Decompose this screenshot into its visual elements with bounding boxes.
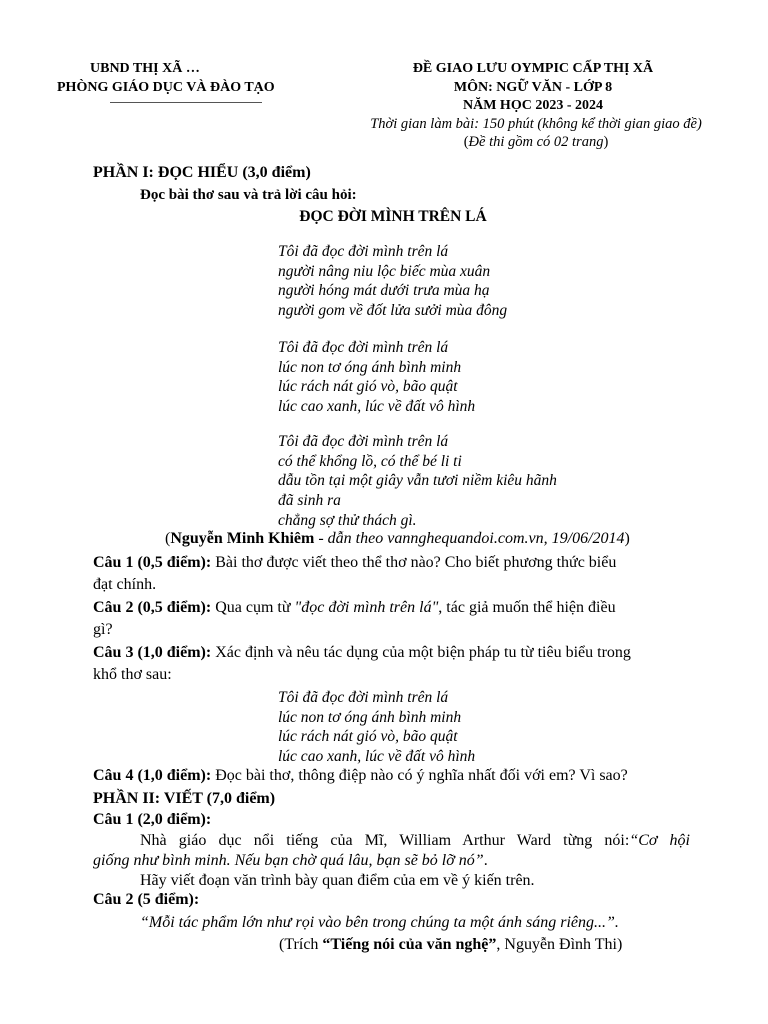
poem-line: lúc cao xanh, lúc về đất vô hình	[278, 398, 476, 416]
poem-line: lúc non tơ óng ánh bình minh	[278, 708, 462, 726]
exam-title: ĐỀ GIAO LƯU OYMPIC CẤP THỊ XÃ	[412, 61, 654, 76]
header-underline	[110, 102, 262, 103]
exam-subject: MÔN: NGỮ VĂN - LỚP 8	[453, 80, 613, 95]
poem-line: người nâng niu lộc biếc mùa xuân	[278, 262, 491, 280]
poem-line: có thể khổng lồ, có thể bé li ti	[278, 452, 462, 470]
question-4: Câu 4 (1,0 điểm): Đọc bài thơ, thông điệp nào có ý nghĩa nhất đối với em? Vì sao?	[93, 767, 628, 784]
poem-source: (Nguyễn Minh Khiêm - dẫn theo vannghequandoi.com.vn, 19/06/2014)	[165, 530, 630, 547]
part2-question-1-label: Câu 1 (2,0 điểm):	[93, 811, 212, 828]
poem-stanza-1	[278, 242, 507, 321]
part2-question-2-label: Câu 2 (5 điểm):	[93, 891, 200, 908]
poem-line: Tôi đã đọc đời mình trên lá	[278, 433, 449, 450]
question-2-cont: gì?	[93, 621, 113, 638]
poem-stanza-2	[278, 338, 475, 417]
poem-line: lúc cao xanh, lúc về đất vô hình	[278, 748, 476, 766]
question-2: Câu 2 (0,5 điểm): Qua cụm từ "đọc đời mình trên lá", tác giả muốn thể hiện điều	[93, 599, 616, 616]
question-3: Câu 3 (1,0 điểm): Xác định và nêu tác dụng của một biện pháp tu từ tiêu biểu trong	[93, 644, 631, 661]
poem-line: lúc non tơ óng ánh bình minh	[278, 358, 462, 376]
part2-question-1-quote: giống như bình minh. Nếu bạn chờ quá lâu, bạn sẽ bỏ lỡ nó”.	[93, 852, 488, 869]
question-3-cont: khổ thơ sau:	[93, 666, 172, 683]
pages-note: (Đề thi gồm có 02 trang)	[463, 134, 609, 150]
poem-title: ĐỌC ĐỜI MÌNH TRÊN LÁ	[299, 208, 487, 225]
poem-stanza-3	[278, 432, 557, 531]
part2-question-1-task: Hãy viết đoạn văn trình bày quan điểm của em về ý kiến trên.	[140, 872, 535, 889]
part2-title: PHẦN II: VIẾT (7,0 điểm)	[93, 790, 276, 807]
poem-line: Tôi đã đọc đời mình trên lá	[278, 689, 449, 706]
poem-line: đã sinh ra	[278, 492, 341, 510]
poem-line: lúc rách nát gió vò, bão quật	[278, 378, 458, 396]
part1-title: PHẦN I: ĐỌC HIỂU (3,0 điểm)	[93, 164, 311, 181]
poem-line: người hóng mát dưới trưa mùa hạ	[278, 282, 490, 300]
poem-line: dẫu tồn tại một giây vẫn tươi niềm kiêu hãnh	[278, 472, 557, 490]
part2-question-2-source: (Trích “Tiếng nói của văn nghệ”, Nguyễn Đình Thi)	[279, 936, 623, 953]
poem-line: Tôi đã đọc đời mình trên lá	[278, 243, 449, 260]
department-name: PHÒNG GIÁO DỤC VÀ ĐÀO TẠO	[57, 80, 275, 95]
exam-year: NĂM HỌC 2023 - 2024	[463, 98, 603, 113]
part2-question-2-quote: “Mỗi tác phẩm lớn như rọi vào bên trong chúng ta một ánh sáng riêng...”.	[140, 914, 619, 931]
poem-line: chẳng sợ thử thách gì.	[278, 511, 417, 529]
question-3-stanza	[278, 688, 475, 767]
poem-line: Tôi đã đọc đời mình trên lá	[278, 339, 449, 356]
part2-question-1-text: Nhà giáo dục nổi tiếng của Mĩ, William Arthur Ward từng nói:“Cơ hội	[140, 832, 690, 849]
time-note: Thời gian làm bài: 150 phút (không kể thời gian giao đề)	[370, 116, 702, 132]
poem-line: người gom về đốt lửa sưởi mùa đông	[278, 302, 508, 320]
question-1: Câu 1 (0,5 điểm): Bài thơ được viết theo thể thơ nào? Cho biết phương thức biểu	[93, 554, 617, 571]
poem-line: lúc rách nát gió vò, bão quật	[278, 728, 458, 746]
question-1-cont: đạt chính.	[93, 576, 157, 593]
part1-instruction: Đọc bài thơ sau và trả lời câu hỏi:	[140, 187, 357, 203]
authority-name: UBND THỊ XÃ …	[90, 61, 200, 76]
